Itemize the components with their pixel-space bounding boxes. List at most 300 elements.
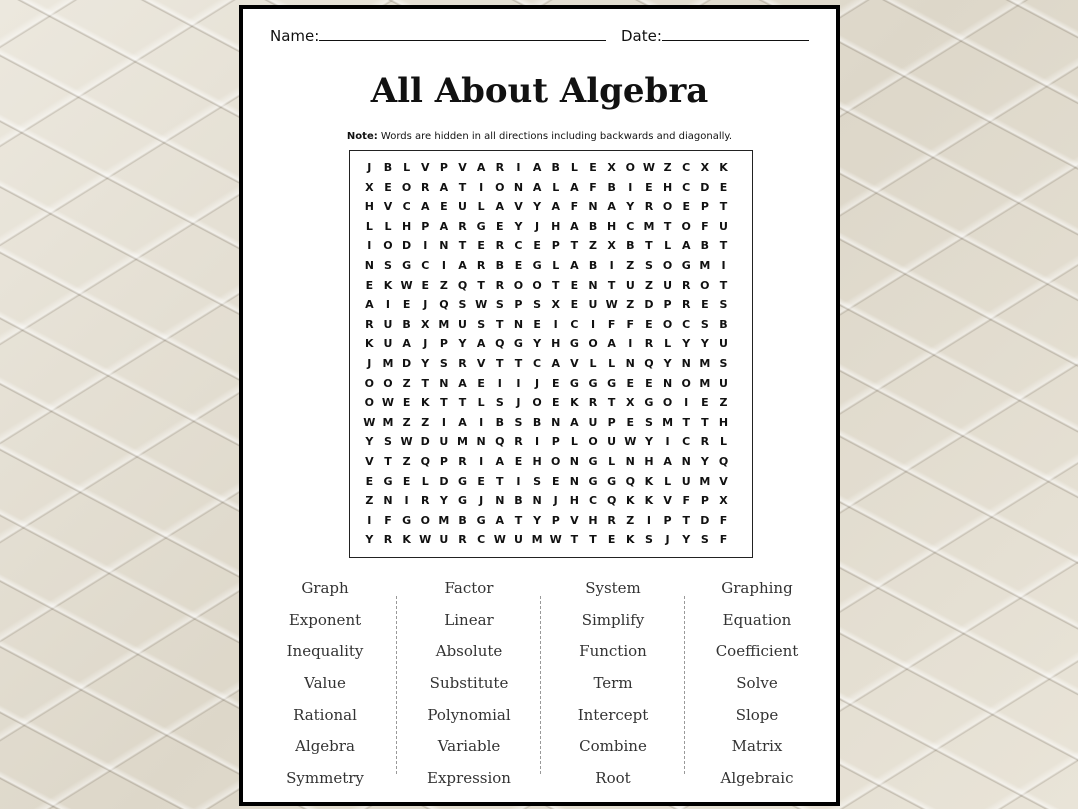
word-column (542, 578, 684, 800)
grid-letter: M (643, 219, 655, 233)
grid-letter: F (719, 513, 728, 527)
grid-letter: H (551, 219, 561, 233)
grid-letter: E (701, 298, 709, 312)
grid-letter: E (551, 396, 560, 410)
grid-letter: S (700, 533, 709, 547)
grid-letter: O (513, 278, 524, 292)
grid-letter: K (570, 396, 579, 410)
grid-letter: C (570, 317, 579, 331)
grid-letter: J (423, 298, 428, 312)
word-item: Value (304, 674, 346, 693)
grid-letter: K (626, 494, 635, 508)
grid-letter: H (588, 513, 598, 527)
grid-letter: E (645, 317, 653, 331)
word-item: Symmetry (286, 769, 364, 788)
grid-letter: O (700, 278, 710, 292)
grid-letter: T (719, 200, 728, 214)
grid-letter: C (402, 200, 411, 214)
grid-letter: O (495, 180, 505, 194)
grid-letter: N (476, 435, 486, 449)
grid-letter: Q (606, 494, 617, 508)
grid-letter: K (644, 474, 654, 488)
grid-letter: E (365, 278, 374, 292)
grid-letter: J (367, 356, 372, 370)
grid-letter: X (700, 161, 710, 174)
grid-letter: A (570, 258, 579, 272)
grid-letter: J (516, 396, 521, 410)
grid-letter: G (458, 474, 468, 488)
grid-letter: A (495, 200, 505, 214)
grid-letter: N (513, 180, 524, 194)
grid-letter: M (699, 474, 711, 488)
grid-letter: I (367, 239, 372, 253)
grid-letter: T (570, 533, 579, 547)
grid-letter: M (531, 533, 543, 547)
grid-letter: Y (663, 356, 672, 370)
date-blank-line (662, 26, 809, 41)
word-column (686, 578, 828, 800)
grid-letter: I (516, 161, 521, 174)
word-column (398, 578, 540, 800)
grid-letter: Q (457, 278, 468, 292)
grid-letter: H (401, 219, 412, 233)
grid-letter: R (644, 337, 654, 351)
grid-letter: R (514, 435, 523, 449)
grid-letter: C (626, 219, 635, 233)
grid-letter: Y (682, 533, 691, 547)
grid-letter: L (664, 474, 672, 488)
grid-letter: N (439, 239, 449, 253)
grid-letter: P (551, 513, 560, 527)
grid-letter: I (404, 494, 409, 508)
grid-letter: E (440, 200, 448, 214)
grid-letter: A (458, 376, 467, 390)
grid-letter: R (588, 396, 598, 410)
grid-letter: P (700, 200, 709, 214)
grid-letter: K (719, 161, 728, 174)
grid-letter: A (570, 180, 579, 194)
grid-letter: W (400, 278, 413, 292)
word-item: Linear (444, 610, 494, 629)
grid-letter: C (682, 180, 691, 194)
grid-letter: E (551, 376, 560, 390)
grid-letter: E (384, 180, 392, 194)
column-divider (540, 596, 541, 774)
grid-letter: Z (626, 298, 635, 312)
grid-letter: S (644, 258, 653, 272)
grid-letter: E (365, 474, 374, 488)
grid-letter: L (552, 258, 560, 272)
word-item: Factor (444, 579, 494, 597)
grid-letter: N (551, 415, 561, 429)
grid-letter: O (364, 396, 374, 410)
grid-letter: N (569, 454, 579, 468)
grid-letter: T (682, 513, 690, 527)
grid-letter: T (496, 356, 504, 370)
grid-letter: F (607, 317, 616, 331)
grid-letter: G (458, 494, 468, 508)
grid-letter: F (589, 180, 597, 194)
grid-letter: A (476, 337, 486, 351)
grid-letter: A (551, 200, 560, 214)
grid-letter: A (495, 513, 505, 527)
grid-letter: U (513, 533, 523, 547)
word-item: Variable (437, 737, 501, 756)
grid-letter: S (495, 298, 504, 312)
word-bank (254, 578, 824, 788)
grid-letter: Z (402, 454, 411, 468)
grid-letter: B (458, 513, 467, 527)
grid-letter: M (699, 376, 711, 390)
grid-letter: E (477, 474, 485, 488)
grid-letter: G (383, 474, 393, 488)
grid-letter: L (552, 180, 560, 194)
grid-letter: I (479, 415, 484, 429)
grid-letter: T (458, 180, 467, 194)
grid-letter: P (439, 161, 448, 174)
grid-letter: N (495, 494, 505, 508)
grid-letter: Z (719, 396, 728, 410)
word-item: Root (595, 769, 631, 788)
grid-letter: S (719, 356, 728, 370)
grid-letter: W (475, 298, 488, 312)
grid-letter: P (663, 298, 672, 312)
grid-letter: K (644, 494, 654, 508)
grid-letter: E (645, 180, 653, 194)
grid-letter: W (400, 435, 413, 449)
grid-letter: O (551, 454, 561, 468)
grid-letter: E (533, 317, 541, 331)
grid-letter: R (421, 180, 430, 194)
grid-letter: P (607, 415, 616, 429)
grid-letter: E (402, 396, 411, 410)
grid-letter: L (477, 396, 485, 410)
grid-letter: C (477, 533, 486, 547)
word-item: Inequality (286, 642, 364, 661)
grid-letter: J (535, 376, 540, 390)
grid-letter: I (553, 317, 558, 331)
grid-letter: I (665, 435, 670, 449)
grid-letter: Z (439, 278, 448, 292)
grid-letter: T (570, 239, 579, 253)
grid-letter: R (644, 200, 654, 214)
grid-letter: H (662, 180, 673, 194)
word-search-grid-box (349, 150, 753, 558)
grid-letter: U (663, 278, 673, 292)
word-item: Combine (579, 737, 647, 756)
column-divider (396, 596, 397, 774)
grid-letter: R (458, 356, 467, 370)
grid-letter: E (533, 239, 541, 253)
grid-letter: R (681, 278, 691, 292)
grid-letter: H (364, 200, 374, 214)
grid-letter: V (570, 356, 579, 370)
grid-letter: G (607, 376, 617, 390)
grid-letter: O (662, 200, 673, 214)
grid-letter: S (644, 415, 653, 429)
grid-letter: I (385, 298, 390, 312)
grid-letter: O (662, 317, 673, 331)
word-item: Coefficient (715, 642, 799, 661)
grid-letter: G (644, 396, 654, 410)
grid-letter: O (588, 435, 598, 449)
grid-letter: V (719, 474, 728, 488)
grid-letter: S (383, 435, 392, 449)
grid-letter: L (664, 239, 672, 253)
word-item: Function (579, 642, 647, 661)
grid-letter: U (458, 317, 467, 331)
grid-letter: N (439, 376, 449, 390)
grid-letter: Z (402, 415, 411, 429)
grid-letter: I (609, 258, 614, 272)
grid-letter: N (513, 317, 524, 331)
word-column (254, 578, 396, 800)
grid-letter: Y (365, 533, 374, 547)
grid-letter: D (644, 298, 654, 312)
grid-letter: A (570, 219, 579, 233)
grid-letter: N (569, 474, 579, 488)
grid-letter: L (384, 219, 392, 233)
grid-letter: E (551, 474, 560, 488)
grid-letter: T (645, 239, 653, 253)
grid-letter: C (588, 494, 598, 508)
grid-letter: U (588, 415, 598, 429)
grid-letter: S (719, 298, 728, 312)
grid-letter: L (589, 356, 597, 370)
grid-letter: H (551, 337, 561, 351)
grid-letter: S (644, 533, 653, 547)
grid-letter: F (570, 200, 579, 214)
note-label: Note: (346, 131, 378, 142)
grid-letter: Y (682, 337, 691, 351)
grid-letter: O (364, 376, 374, 390)
grid-letter: B (532, 415, 542, 429)
page-title: All About Algebra (370, 71, 709, 111)
grid-letter: Z (365, 494, 374, 508)
grid-letter: V (383, 200, 393, 214)
grid-letter: O (588, 337, 598, 351)
grid-letter: J (535, 219, 540, 233)
grid-letter: Q (625, 474, 635, 488)
grid-letter: N (383, 494, 393, 508)
grid-letter: U (383, 317, 393, 331)
grid-letter: U (719, 337, 728, 351)
grid-letter: T (477, 278, 485, 292)
grid-letter: O (420, 513, 430, 527)
grid-letter: W (381, 396, 395, 410)
grid-letter: I (721, 258, 726, 272)
grid-letter: G (402, 258, 412, 272)
grid-letter: N (588, 278, 598, 292)
grid-letter: G (681, 258, 691, 272)
grid-letter: X (719, 494, 728, 508)
grid-letter: R (495, 239, 505, 253)
grid-letter: R (476, 258, 486, 272)
grid-letter: F (701, 219, 709, 233)
grid-letter: M (662, 415, 674, 429)
grid-letter: Q (420, 454, 430, 468)
grid-letter: I (441, 415, 446, 429)
grid-letter: U (719, 376, 728, 390)
grid-letter: Y (421, 356, 430, 370)
grid-letter: T (663, 219, 672, 233)
word-item: Graphing (721, 579, 793, 597)
word-item: Polynomial (427, 705, 511, 724)
grid-letter: Y (644, 435, 653, 449)
grid-letter: N (681, 454, 691, 468)
grid-letter: A (402, 337, 411, 351)
grid-letter: W (363, 415, 376, 429)
grid-letter: Q (644, 356, 654, 370)
word-item: Term (593, 674, 633, 693)
grid-letter: A (570, 415, 579, 429)
grid-letter: E (570, 278, 579, 292)
grid-letter: V (570, 513, 579, 527)
grid-letter: T (719, 278, 728, 292)
grid-letter: W (605, 298, 618, 312)
grid-letter: Y (700, 337, 709, 351)
grid-letter: Z (421, 415, 430, 429)
grid-letter: V (420, 161, 430, 174)
grid-letter: G (569, 376, 579, 390)
grid-letter: I (628, 180, 633, 194)
grid-letter: R (458, 533, 467, 547)
grid-letter: Y (700, 454, 709, 468)
grid-letter: I (590, 317, 596, 331)
grid-letter: E (477, 376, 485, 390)
grid-letter: B (626, 239, 635, 253)
grid-letter: A (663, 454, 672, 468)
grid-letter: A (365, 298, 374, 312)
grid-letter: Z (644, 278, 653, 292)
grid-letter: P (421, 219, 430, 233)
grid-letter: D (402, 239, 412, 253)
grid-letter: Z (402, 376, 411, 390)
grid-letter: A (458, 258, 467, 272)
word-item: System (585, 579, 641, 597)
word-item: Substitute (429, 674, 509, 693)
word-item: Rational (293, 705, 357, 724)
grid-letter: A (420, 200, 430, 214)
grid-letter: T (458, 396, 467, 410)
date-label: Date: (621, 27, 662, 45)
grid-letter: D (420, 435, 430, 449)
grid-letter: N (662, 376, 673, 390)
grid-letter: H (718, 415, 729, 429)
grid-letter: N (532, 494, 542, 508)
grid-letter: B (719, 317, 728, 331)
grid-letter: T (421, 376, 429, 390)
grid-letter: U (625, 278, 635, 292)
grid-letter: I (367, 513, 372, 527)
grid-letter: T (440, 396, 448, 410)
grid-letter: Z (589, 239, 597, 253)
grid-letter: L (719, 435, 727, 449)
grid-letter: X (365, 180, 374, 194)
grid-letter: O (383, 239, 393, 253)
grid-letter: U (439, 533, 449, 547)
grid-letter: E (402, 474, 411, 488)
column-divider (684, 596, 685, 774)
grid-letter: S (458, 298, 467, 312)
grid-letter: B (551, 161, 560, 174)
grid-letter: K (383, 278, 393, 292)
grid-letter: Z (626, 258, 635, 272)
grid-letter: P (663, 513, 672, 527)
word-item: Slope (735, 705, 779, 724)
grid-letter: U (383, 337, 393, 351)
word-item: Expression (427, 769, 511, 788)
grid-letter: Y (439, 494, 448, 508)
grid-letter: I (516, 474, 521, 488)
grid-letter: U (588, 298, 598, 312)
grid-letter: E (421, 278, 429, 292)
grid-letter: E (607, 533, 616, 547)
grid-letter: E (514, 454, 523, 468)
grid-letter: E (570, 298, 579, 312)
grid-letter: Y (533, 337, 542, 351)
grid-letter: I (441, 258, 446, 272)
grid-letter: M (382, 415, 394, 429)
name-field (270, 26, 606, 45)
grid-letter: A (681, 239, 691, 253)
grid-letter: I (479, 454, 484, 468)
grid-letter: S (533, 298, 542, 312)
grid-letter: Y (626, 200, 635, 214)
grid-letter: G (588, 454, 598, 468)
grid-letter: E (589, 161, 597, 174)
note-text: Words are hidden in all directions including backwards and diagonally. (377, 131, 733, 142)
grid-letter: O (662, 396, 673, 410)
grid-letter: X (607, 161, 616, 174)
grid-letter: F (384, 513, 392, 527)
word-item: Absolute (435, 642, 503, 661)
grid-letter: D (700, 180, 710, 194)
grid-letter: D (402, 356, 412, 370)
word-item: Solve (736, 674, 778, 693)
grid-letter: Q (495, 337, 505, 351)
grid-letter: T (551, 278, 560, 292)
grid-letter: T (607, 396, 616, 410)
grid-letter: T (514, 356, 523, 370)
grid-letter: A (607, 200, 616, 214)
grid-letter: E (626, 376, 635, 390)
grid-letter: B (495, 415, 504, 429)
grid-letter: L (365, 219, 373, 233)
grid-letter: G (476, 219, 486, 233)
grid-letter: K (365, 337, 374, 351)
grid-letter: X (551, 298, 560, 312)
grid-letter: I (479, 180, 484, 194)
grid-letter: Z (663, 161, 672, 174)
grid-letter: S (533, 474, 542, 488)
grid-letter: S (514, 415, 523, 429)
grid-letter: L (477, 200, 485, 214)
grid-letter: R (607, 513, 616, 527)
grid-letter: B (383, 161, 393, 174)
grid-letter: J (479, 494, 484, 508)
grid-letter: I (423, 239, 428, 253)
grid-letter: L (403, 161, 411, 174)
grid-letter: X (626, 396, 635, 410)
grid-letter: O (625, 161, 635, 174)
word-item: Matrix (731, 737, 783, 756)
grid-letter: G (402, 513, 412, 527)
grid-letter: U (719, 219, 728, 233)
grid-letter: A (532, 180, 542, 194)
grid-letter: R (458, 219, 467, 233)
grid-letter: G (569, 337, 579, 351)
